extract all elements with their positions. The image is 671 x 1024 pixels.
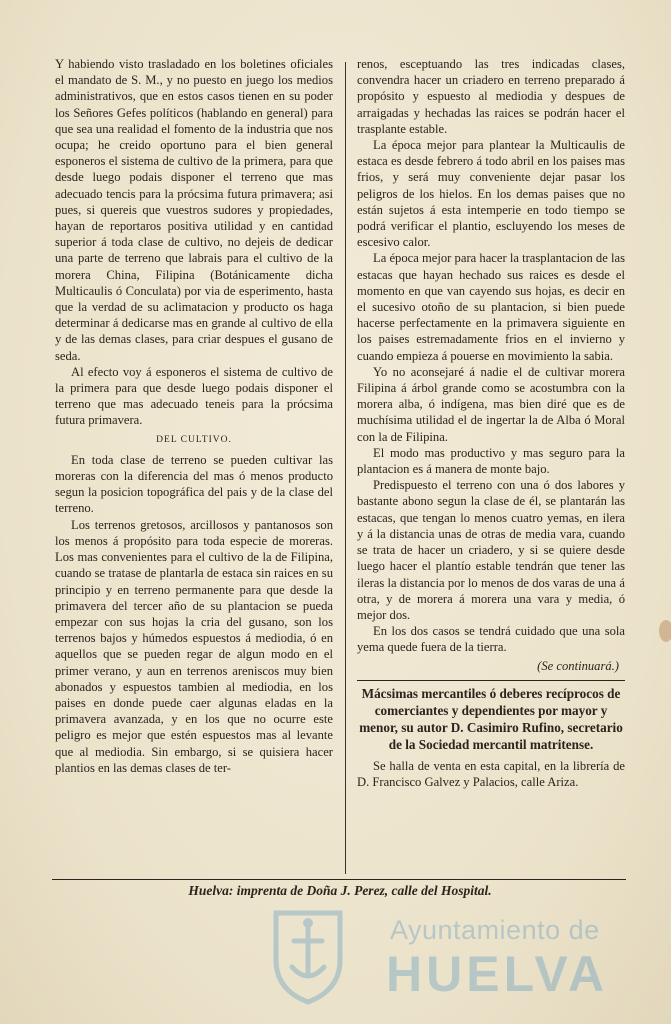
archive-watermark [250, 905, 660, 1015]
coat-of-arms-icon [268, 905, 348, 1005]
paper-stain [659, 620, 671, 642]
body-paragraph: Yo no aconsejaré á nadie el de cultivar morera Filipina á árbol grande como se acostumbra con la morera alba, ó indígena, mas bien diré que es de muchísima utilidad el de ingertar la de Alba ó Moral con la de Filipina. [357, 364, 625, 444]
advertisement-body: Se halla de venta en esta capital, en la librería de D. Francisco Galvez y Palacios, calle Ariza. [357, 758, 625, 789]
cultivation-paragraph: En toda clase de terreno se pueden cultivar las moreras con la diferencia del mas ó menos producto segun la posicion topográfica del pais y de la clase del terreno. [55, 452, 333, 516]
column-divider [345, 62, 346, 874]
advertisement-title: Mácsimas mercantiles ó deberes recíprocos de comerciantes y dependientes por mayor y menor, su autor D. Casimiro Rufino, secretario de la Sociedad mercantil matritense. [359, 685, 623, 752]
body-paragraph: La época mejor para hacer la trasplantacion de las estacas que hayan hechado sus raices es desde el momento en que van cayendo sus hojas, es decir en el sucesivo otoño de su plantacion, si bien puede hacerse perfectamente en la primavera siguiente en los paises estremadamente frios en el invierno y cuando empieza á pouerse en movimiento la sabia. [357, 251, 625, 363]
right-column [357, 56, 625, 790]
continuation-note: (Se continuará.) [537, 658, 619, 673]
body-paragraph: La época mejor para plantear la Multicaulis de estaca es desde febrero á todo abril en los paises mas frios, y será muy conveniente dejar pasar los peligros de los hielos. En los demas paises que no están sujetos á esta intemperie en todo tiempo se podrá verificar el plantio, escluyendo los meses de escesivo calor. [357, 138, 625, 250]
section-heading: DEL CULTIVO. [156, 434, 232, 445]
body-paragraph: En los dos casos se tendrá cuidado que una sola yema quede fuera de la tierra. [357, 624, 625, 655]
watermark-line-1: Ayuntamiento de [390, 915, 600, 945]
imprint-line: Huelva: imprenta de Doña J. Perez, calle del Hospital. [188, 883, 492, 898]
intro-paragraph: Al efecto voy á esponeros el sistema de cultivo de la primera para que desde luego podais disponer el terreno que mas adecuado teneis para la prócsima futura primavera. [55, 364, 333, 428]
cultivation-paragraph: Los terrenos gretosos, arcillosos y pantanosos son los menos á propósito para toda especie de moreras. Los mas convenientes para el cultivo de la de Filipina, cuando se tratase de plantarla de estaca sin raices en su principio y en terreno permanente para que desde la primavera del tercer año de su plantacion se pueda empezar con sus hojas la cria del gusano, son los terrenos bajos y húmedos espuestos á mediodia, ó en aquellos que se pueden regar de algun modo en el primer verano, y aun en terrenos areniscos muy bien abonados y espuestos tambien al mediodia, en los paises en donde puede caer algunas eladas en la primavera avanzada, y en los que no ocurre este peligro es mejor que estén espuestos mas al levante que al mediodia. Sin embargo, si se quisiera hacer plantios en las demas clases de ter- [55, 517, 333, 775]
footer-rule [52, 879, 626, 880]
body-paragraph: Predispuesto el terreno con una ó dos labores y bastante abono segun la clase de él, se plantarán las estacas, que tengan lo menos cuatro yemas, en ilera y á la distancia unas de otras de media vara, cuando se trata de hacer un criadero, y si se quiere desde luego hacer el plantío estable tendrán que tener las ileras la distancia por lo menos de dos varas de una á otra, y de morera á morera una vara y media, ó mejor dos. [357, 478, 625, 622]
left-column [55, 56, 333, 776]
body-paragraph: El modo mas productivo y mas seguro para la plantacion es á manera de monte bajo. [357, 445, 625, 477]
intro-paragraph: Y habiendo visto trasladado en los boletines oficiales el mandato de S. M., y no puesto en juego los medios administrativos, que en estos casos tienen en su poder los Señores Gefes políticos (hablando en general) para que sea una realidad el fomento de la industria que nos ocupa; he creido oportuno para el bien general esponeros el sistema de cultivo de la primera, para que desde luego podais disponer el terreno que mas adecuado tencis para la prócsima futura primavera; asi pues, si quereis que vuestros sudores y propiedades, hayan de reportaros positiva utilidad y en cantidad superior á toda clase de cultivo, no dejeis de dedicar una parte de terreno que labrais para el cultivo de la morera China, Filipina (Botánicamente dicha Multicaulis ó Conculata) por via de esperimento, hasta que la verdad de su aclimatacion y producto os haga determinar á dedicarse mas en grande al cultivo de ella y de las demas clases, para criar despues el gusano de seda. [55, 57, 333, 363]
watermark-line-2: HUELVA [386, 946, 609, 1002]
section-rule [357, 680, 625, 681]
continued-paragraph: renos, esceptuando las tres indicadas clases, convendra hacer un criadero en terreno preparado á propósito y espuesto al mediodia y despues de arraigadas y hechadas las raices se podrán hacer el trasplante estable. [357, 57, 625, 136]
